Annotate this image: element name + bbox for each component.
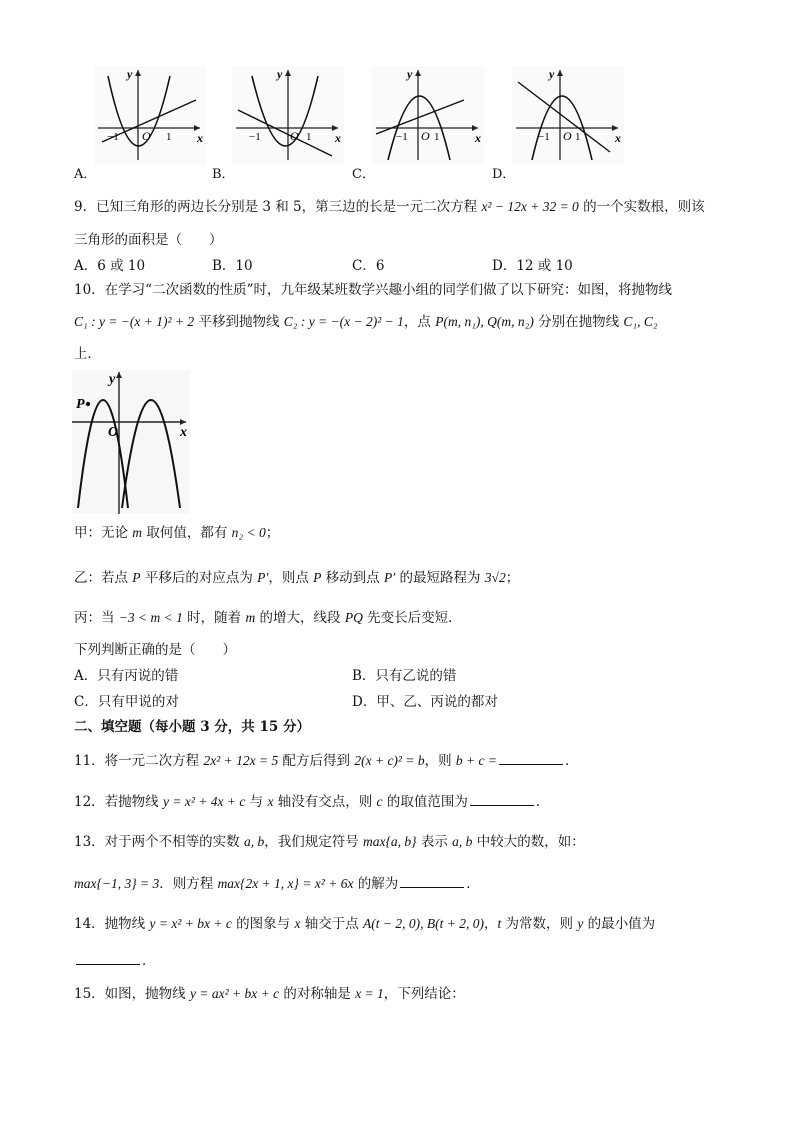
q12: 12．若抛物线 y = x² + 4x + c 与 x 轴没有交点，则 c 的取值范围为 ． xyxy=(74,794,550,810)
tick-neg1: −1 xyxy=(538,131,550,143)
x-axis-label: x xyxy=(615,131,621,145)
q10-statement-bing: 丙：当 −3 < m < 1 时，随着 m 的增大，线段 PQ 先变长后变短． xyxy=(74,610,462,626)
y-axis-label: y xyxy=(277,67,283,81)
q9-line1: 9．已知三角形的两边长分别是 3 和 5，第三边的长是一元二次方程 x² − 12x + 32 = 0 的一个实数根，则该 xyxy=(74,199,705,215)
answer-blank xyxy=(470,793,534,806)
q10-line3: 上． xyxy=(74,346,101,362)
q14-line1: 14．抛物线 y = x² + bx + c 的图象与 x 轴交于点 A(t − 2, 0), B(t + 2, 0)，t 为常数，则 y 的最小值为 xyxy=(74,916,656,932)
q10-line1: 10．在学习“二次函数的性质”时，九年级某班数学兴趣小组的同学们做了以下研究：如图，将抛物线 xyxy=(74,282,672,298)
origin-label: O xyxy=(142,129,151,143)
origin-label: O xyxy=(421,129,430,143)
q15: 15．如图，抛物线 y = ax² + bx + c 的对称轴是 x = 1，下列结论： xyxy=(74,986,465,1002)
option-a-label: A． xyxy=(74,167,97,182)
answer-blank xyxy=(499,752,563,765)
y-axis-label: y xyxy=(127,67,133,81)
q9-choice-c: C．6 xyxy=(352,258,385,274)
x-axis-label: x xyxy=(335,131,341,145)
origin-label: O xyxy=(108,425,119,440)
q10-statement-jia: 甲：无论 m 取何值，都有 n₂ < 0； xyxy=(74,525,280,541)
q10-parabola-figure xyxy=(72,370,190,514)
y-axis-label: y xyxy=(109,372,116,387)
origin-label: O xyxy=(290,129,299,143)
option-b-label: B． xyxy=(212,167,235,182)
tick-pos1: 1 xyxy=(434,131,440,143)
q9-equation: x² − 12x + 32 = 0 xyxy=(481,199,579,214)
option-d-label: D． xyxy=(492,167,516,182)
tick-neg1: −1 xyxy=(107,131,119,143)
section-title: 二、填空题（每小题 3 分，共 15 分） xyxy=(74,719,310,735)
q13-line1: 13．对于两个不相等的实数 a, b，我们规定符号 max{a, b} 表示 a, b 中较大的数，如： xyxy=(74,834,585,850)
tick-neg1: −1 xyxy=(396,131,408,143)
option-b-graph xyxy=(232,66,344,164)
q9-line2: 三角形的面积是（ ） xyxy=(74,232,223,248)
answer-blank xyxy=(400,875,464,888)
q9-choice-d: D．12 或 10 xyxy=(492,258,573,274)
q10-choice-c: C．只有甲说的对 xyxy=(74,694,179,710)
option-c-label: C． xyxy=(352,167,375,182)
option-d-graph xyxy=(512,66,624,164)
tick-pos1: 1 xyxy=(306,131,312,143)
tick-pos1: 1 xyxy=(575,131,581,143)
option-c-graph xyxy=(372,66,484,164)
q11: 11．将一元二次方程 2x² + 12x = 5 配方后得到 2(x + c)² = b，则 b + c = ． xyxy=(74,753,579,769)
x-axis-label: x xyxy=(180,425,187,440)
tick-pos1: 1 xyxy=(166,131,172,143)
q10-line2: C₁ : y = −(x + 1)² + 2 平移到抛物线 C₂ : y = −(x − 2)² − 1，点 P(m, n₁), Q(m, n₂) 分别在抛物线 C₁, C₂ xyxy=(74,314,658,330)
answer-blank xyxy=(76,952,140,965)
q10-statement-yi: 乙：若点 P 平移后的对应点为 P′，则点 P 移动到点 P′ 的最短路程为 3√2； xyxy=(74,570,520,586)
option-a-graph xyxy=(94,66,206,164)
q14-line2: ． xyxy=(74,952,156,970)
q10-choice-a: A．只有丙说的错 xyxy=(74,668,179,684)
q10-question: 下列判断正确的是（ ） xyxy=(74,642,236,658)
tick-neg1: −1 xyxy=(249,131,261,143)
y-axis-label: y xyxy=(407,67,413,81)
x-axis-label: x xyxy=(475,131,481,145)
q13-line2: max{−1, 3} = 3．则方程 max{2x + 1, x} = x² + 6x 的解为 ． xyxy=(74,876,480,892)
q9-choice-b: B．10 xyxy=(212,258,253,274)
q9-choice-a: A．6 或 10 xyxy=(74,258,146,274)
y-axis-label: y xyxy=(549,67,555,81)
point-p-label: P xyxy=(76,397,85,412)
q10-choice-d: D．甲、乙、丙说的都对 xyxy=(352,694,498,710)
x-axis-label: x xyxy=(197,131,203,145)
origin-label: O xyxy=(563,129,572,143)
q10-choice-b: B．只有乙说的错 xyxy=(352,668,457,684)
